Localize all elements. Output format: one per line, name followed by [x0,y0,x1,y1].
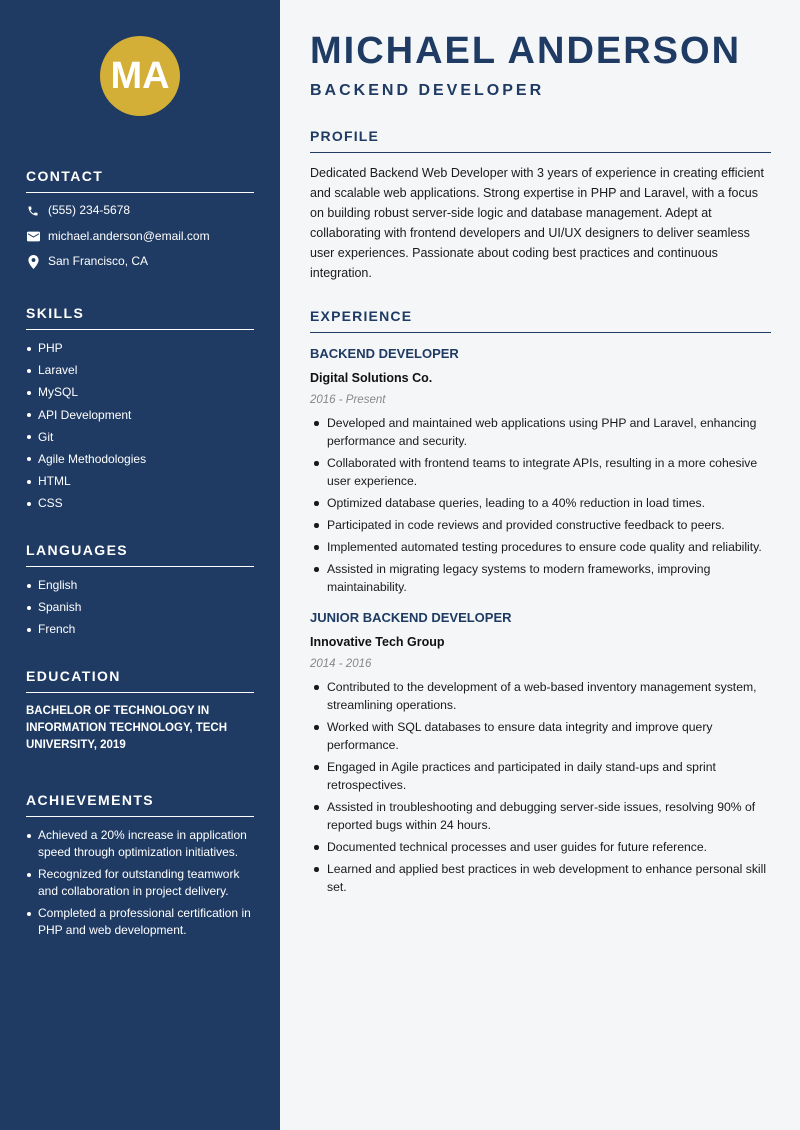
skill-item: MySQL [26,381,254,403]
skills-list [26,337,254,515]
achievements-list [26,827,254,939]
contact-email [26,224,254,250]
job-bullet: Developed and maintained web applications using PHP and Laravel, enhancing performance and security. [310,414,771,450]
contact-location [26,249,254,275]
phone-icon [26,204,40,218]
contact-phone [26,198,254,224]
profile-text: Dedicated Backend Web Developer with 3 years of experience in creating efficient and scalable web applications. Strong expertise in PHP and Laravel, with a focus on building robust server-side logic and database management. Adept at collaborating with frontend developers and UI/UX designers to deliver seamless user experiences. Passionate about coding best practices and continuous integration. [310,166,764,280]
contact-section [26,168,254,275]
job-bullet: Assisted in migrating legacy systems to modern frameworks, improving maintainability. [310,560,771,596]
candidate-name: MICHAEL ANDERSON [310,30,742,72]
candidate-title: BACKEND DEVELOPER [310,82,545,99]
job-entry [310,610,771,896]
skill-item: Laravel [26,359,254,381]
job-bullet: Collaborated with frontend teams to integrate APIs, resulting in a more cohesive user experience. [310,454,771,490]
experience-heading: EXPERIENCE [310,308,771,333]
email-text: michael.anderson@email.com [48,228,210,243]
skill-item: PHP [26,337,254,359]
experience-section [310,308,771,900]
profile-heading: PROFILE [310,128,771,153]
job-bullet: Optimized database queries, leading to a 40% reduction in load times. [310,494,771,512]
skill-item: API Development [26,404,254,426]
language-item: French [26,618,254,640]
job-bullet: Worked with SQL databases to ensure data integrity and improve query performance. [310,718,771,754]
job-bullet: Documented technical processes and user guides for future reference. [310,838,771,856]
job-dates: 2014 - 2016 [310,658,372,670]
languages-section [26,542,254,641]
avatar-initials: MA [100,36,180,116]
job-bullet: Participated in code reviews and provided constructive feedback to peers. [310,516,771,534]
contact-heading: CONTACT [26,168,254,193]
languages-heading: LANGUAGES [26,542,254,567]
job-title: BACKEND DEVELOPER [310,346,459,361]
job-bullet: Implemented automated testing procedures to ensure code quality and reliability. [310,538,771,556]
language-item: English [26,574,254,596]
languages-list [26,574,254,641]
education-heading: EDUCATION [26,668,254,693]
job-bullet: Contributed to the development of a web-based inventory management system, streamlining operations. [310,678,771,714]
job-bullet: Engaged in Agile practices and participated in daily stand-ups and sprint retrospectives. [310,758,771,794]
job-title: JUNIOR BACKEND DEVELOPER [310,610,512,625]
achievements-heading: ACHIEVEMENTS [26,792,254,817]
job-bullet: Learned and applied best practices in web development to enhance personal skill set. [310,860,771,896]
contact-list [26,198,254,275]
skill-item: Agile Methodologies [26,448,254,470]
skill-item: HTML [26,470,254,492]
phone-text: (555) 234-5678 [48,203,131,217]
sidebar [0,0,280,1130]
skills-section [26,305,254,515]
achievement-item: Recognized for outstanding teamwork and collaboration in project delivery. [26,866,254,900]
job-company: Digital Solutions Co. [310,371,433,385]
job-bullets [310,414,771,596]
education-section [26,668,254,754]
email-icon [26,229,40,243]
job-dates: 2016 - Present [310,394,386,406]
achievements-section [26,792,254,944]
skill-item: Git [26,426,254,448]
job-bullet: Assisted in troubleshooting and debugging server-side issues, resolving 90% of reported bugs within 24 hours. [310,798,771,834]
location-pin-icon [26,255,40,269]
education-entry: BACHELOR OF TECHNOLOGY IN INFORMATION TECHNOLOGY, TECH UNIVERSITY, 2019 [26,705,228,751]
job-bullets [310,678,771,896]
language-item: Spanish [26,596,254,618]
achievement-item: Completed a professional certification in PHP and web development. [26,905,254,939]
profile-section [310,128,771,283]
job-company: Innovative Tech Group [310,635,445,649]
location-text: San Francisco, CA [48,254,149,268]
skills-heading: SKILLS [26,305,254,330]
achievement-item: Achieved a 20% increase in application speed through optimization initiatives. [26,827,254,861]
job-entry [310,346,771,596]
skill-item: CSS [26,492,254,514]
